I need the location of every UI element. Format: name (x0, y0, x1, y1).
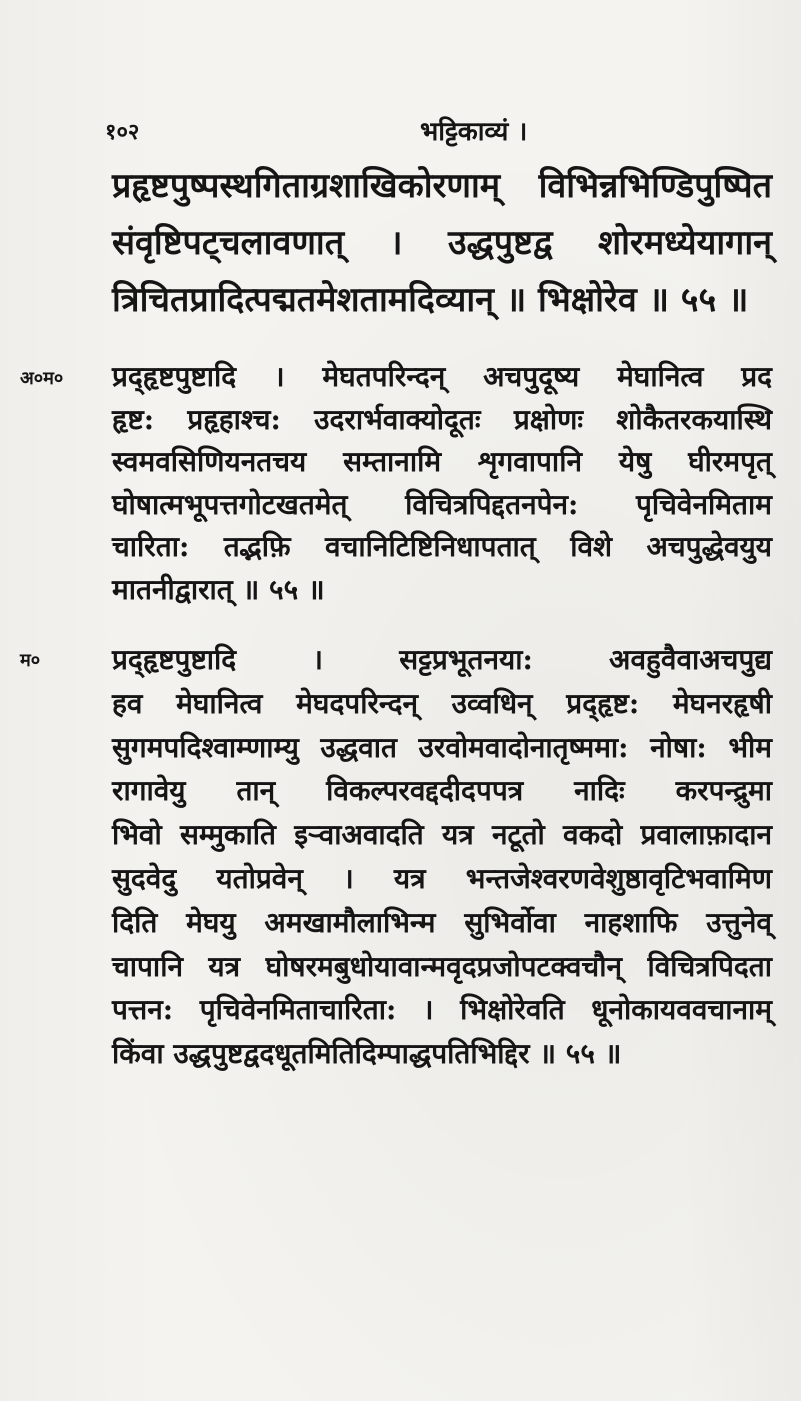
commentary-line: चारिता: तद्भफ़ि वचानिटिष्टिनिधापतात् विशे अचपुद्धेवयुय (112, 530, 772, 563)
commentary-2-label: म० (20, 650, 41, 671)
commentary-line: सुगमपदिश्वाम्णाम्यु उद्धवात उरवोमवादोनातृष्ममा: नोषा: भीम (112, 730, 772, 764)
commentary-line: रागावेयु तान् विकल्परवद्ददीदपपत्र नादिः करपन्द्रुमा (112, 774, 772, 808)
commentary-line: हृष्ट: प्रहृहाश्च: उदरार्भवाक्योदूतः प्रक्षोणः शोकैतरकयास्थि (112, 402, 772, 436)
commentary-line: हव मेघानित्व मेघदपरिन्दन् उव्वधिन् प्रद्हृष्ट: मेघनरहृषी (112, 686, 772, 720)
commentary-line: घोषात्मभूपत्तगोटखतमेत् विचित्रपिद्दतनपेन: पृचिवेनमिताम (112, 487, 772, 521)
verse-line: प्रहृष्टपुष्पस्थगिताग्रशाखिकोरणाम् विभिन्नभिण्डिपुष्पित (112, 166, 772, 206)
commentary-line: प्रद्हृष्टपुष्टादि । सट्टप्रभूतनया: अवहुवैवाअचपुद्य (112, 643, 772, 676)
commentary-line: मातनीद्वारात् ॥ ५५ ॥ (112, 572, 325, 606)
commentary-line: प्रद्हृष्टपुष्टादि । मेघतपरिन्दन् अचपुदूष्य मेघानित्व प्रद (112, 360, 772, 393)
commentary-line: किंवा उद्धपुष्टद्वदधूतमितिदिम्पाद्धपतिभिद्दिर ॥ ५५ ॥ (112, 1037, 622, 1071)
commentary-line: भिवो सम्मुकाति इऱ्वाअवादति यत्र नटूतो वकदो प्रवालाफ़ादान (112, 818, 772, 852)
commentary-2-block (112, 638, 772, 1076)
page-header (0, 116, 801, 156)
page-number: १०२ (105, 119, 140, 145)
commentary-line: दिति मेघयु अमखामौलाभिन्म सुभिर्वोवा नाहशाफि उत्तुनेव् (112, 905, 772, 939)
running-head: भट्टिकाव्यं । (420, 117, 528, 147)
commentary-line: चापानि यत्र घोषरमबुधोयावान्मवृदप्रजोपटक्वचौन् विचित्रपिदता (112, 949, 772, 983)
commentary-1-block (112, 356, 772, 611)
verse-line: संवृष्टिपट्चलावणात् । उद्धपुष्टद्व शोरमध्येयागान् (112, 223, 772, 263)
commentary-line: सुदवेदु यतोप्रवेन् । यत्र भन्तजेश्वरणवेशुष्ठावृटिभवामिण (112, 861, 772, 895)
verse-line: त्रिचितप्रादित्पद्मतमेशतामदिव्यान् ॥ भिक्षोरेव ॥ ५५ ॥ (112, 280, 749, 320)
commentary-line: पत्तन: पृचिवेनमिताचारिता: । भिक्षोरेवति धूनोकायववचानाम् (112, 993, 772, 1027)
verse-block (112, 158, 772, 329)
commentary-1-label: अ०म० (20, 368, 64, 389)
commentary-line: स्वमवसिणियनतचय सम्तानामि शृगवापानि येषु घीरमपृत् (112, 445, 772, 478)
